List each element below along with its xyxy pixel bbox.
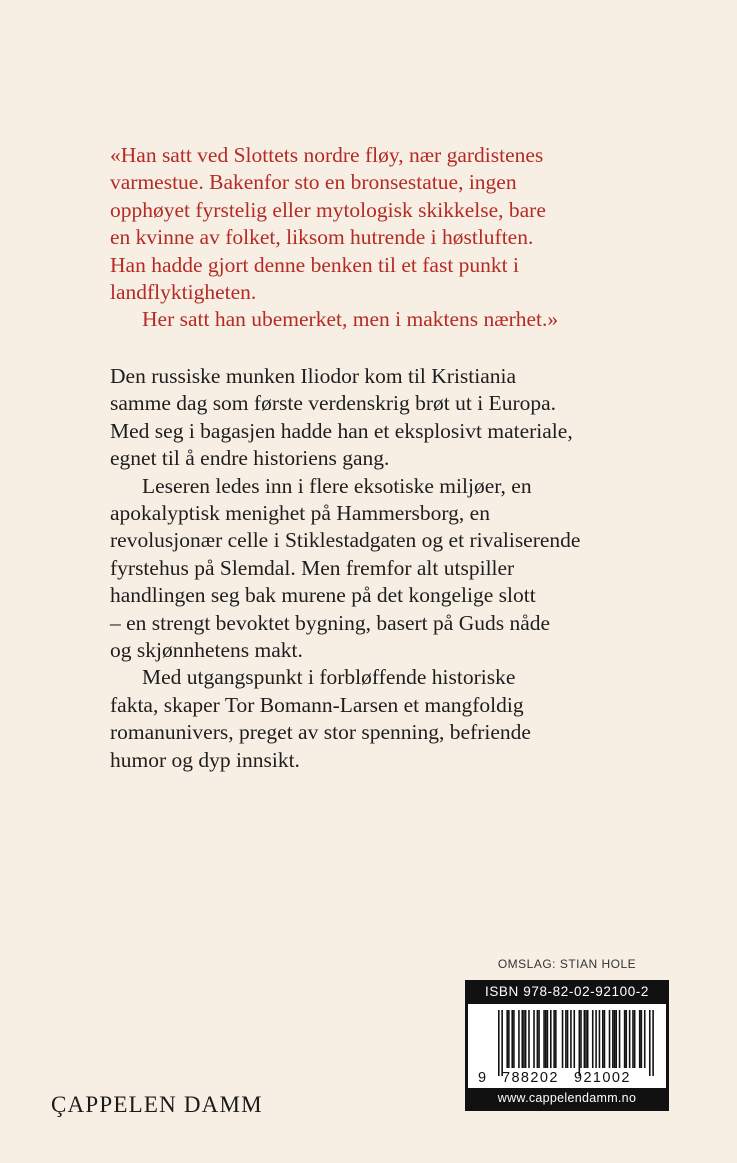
blurb-line: handlingen seg bak murene på det kongelige slott [110, 583, 536, 608]
barcode-bar [619, 1010, 621, 1068]
barcode-bar [533, 1010, 535, 1068]
publisher-website: www.cappelendamm.no [497, 1091, 637, 1105]
barcode-bar [625, 1010, 627, 1068]
quote-line: en kvinne av folket, liksom hutrende i høstluften. [110, 225, 534, 250]
barcode-bar [498, 1010, 500, 1076]
barcode-bars [468, 1004, 666, 1088]
barcode-bar [562, 1010, 564, 1068]
barcode-bar [537, 1010, 539, 1068]
barcode-bar [639, 1010, 641, 1068]
barcode-bar [599, 1010, 601, 1068]
barcode-bar [629, 1010, 631, 1068]
quote-line: Her satt han ubemerket, men i maktens nærhet.» [142, 307, 559, 332]
blurb-line: egnet til å endre historiens gang. [110, 446, 390, 471]
barcode-bar [644, 1010, 646, 1068]
barcode-bar [543, 1010, 545, 1068]
blurb-line: og skjønnhetens makt. [110, 638, 303, 663]
barcode-bar [652, 1010, 654, 1076]
back-cover-quote [110, 142, 630, 334]
barcode-bar [614, 1010, 616, 1068]
barcode-bar [506, 1010, 508, 1068]
barcode-bar [609, 1010, 611, 1068]
blurb-line: fyrstehus på Slemdal. Men fremfor alt utspiller [110, 555, 515, 580]
publisher-logo: ÇAPPELEN DAMM [51, 1092, 263, 1117]
blurb-line: Med utgangspunkt i forbløffende historiske [142, 665, 516, 690]
barcode-bar [573, 1010, 575, 1068]
barcode-bar [570, 1010, 572, 1068]
barcode-bar [602, 1010, 604, 1068]
blurb-line: fakta, skaper Tor Bomann-Larsen et mangfoldig [110, 692, 524, 717]
barcode-bar [587, 1010, 589, 1068]
barcode-bar [632, 1010, 634, 1068]
blurb-line: revolusjonær celle i Stiklestadgaten og et rivaliserende [110, 528, 581, 553]
blurb-text [110, 363, 640, 774]
barcode-bar [612, 1010, 614, 1068]
isbn-label: ISBN 978-82-02-92100-2 [484, 984, 650, 999]
barcode-bar [649, 1010, 651, 1076]
barcode-digit-group-right: 921002 [574, 1070, 631, 1086]
barcode-bar [595, 1010, 597, 1068]
quote-line: «Han satt ved Slottets nordre fløy, nær gardistenes [110, 143, 544, 167]
barcode-bar [528, 1010, 530, 1068]
barcode-bar [511, 1010, 513, 1068]
barcode-bar [501, 1010, 503, 1076]
barcode-bar [545, 1010, 547, 1068]
barcode [468, 1004, 666, 1088]
blurb-line: romanunivers, preget av stor spenning, befriende [110, 720, 531, 745]
blurb-line: humor og dyp innsikt. [110, 747, 300, 772]
barcode-bar [584, 1010, 586, 1068]
barcode-bar [641, 1010, 643, 1068]
barcode-digit-group-left: 788202 [502, 1070, 559, 1086]
barcode-bar [634, 1010, 636, 1068]
barcode-bar [615, 1010, 617, 1068]
barcode-bar [513, 1010, 515, 1068]
quote-line: landflyktigheten. [110, 280, 257, 305]
barcode-bar [580, 1010, 582, 1068]
blurb-line: Med seg i bagasjen hadde han et eksplosivt materiale, [110, 418, 573, 443]
barcode-bar [547, 1010, 549, 1068]
blurb-line: – en strengt bevoktet bygning, basert på Guds nåde [110, 610, 551, 635]
barcode-bar [550, 1010, 552, 1068]
barcode-bar [525, 1010, 527, 1068]
barcode-bar [579, 1010, 581, 1076]
isbn-barcode-block [465, 980, 669, 1111]
barcode-bar [538, 1010, 540, 1068]
barcode-digit-first: 9 [478, 1070, 487, 1086]
barcode-bar [553, 1010, 555, 1068]
barcode-bar [521, 1010, 523, 1068]
cover-credit: OMSLAG: STIAN HOLE [497, 957, 637, 971]
quote-line: opphøyet fyrstelig eller mytologisk skikkelse, bare [110, 197, 546, 222]
blurb-line: apokalyptisk menighet på Hammersborg, en [110, 501, 490, 526]
quote-line: varmestue. Bakenfor sto en bronsestatue, ingen [110, 170, 517, 195]
barcode-bar [567, 1010, 569, 1068]
barcode-bar [624, 1010, 626, 1068]
blurb-line: Den russiske munken Iliodor kom til Kristiania [110, 364, 517, 388]
barcode-bar [555, 1010, 557, 1068]
barcode-bar [523, 1010, 525, 1068]
barcode-bar [565, 1010, 567, 1068]
barcode-bar [585, 1010, 587, 1068]
quote-line: Han hadde gjort denne benken til et fast punkt i [110, 252, 519, 277]
barcode-bar [518, 1010, 520, 1068]
barcode-bar [604, 1010, 606, 1068]
barcode-bar [592, 1010, 594, 1068]
barcode-bar [508, 1010, 510, 1068]
blurb-line: samme dag som første verdenskrig brøt ut i Europa. [110, 391, 557, 416]
blurb-line: Leseren ledes inn i flere eksotiske miljøer, en [142, 473, 532, 498]
